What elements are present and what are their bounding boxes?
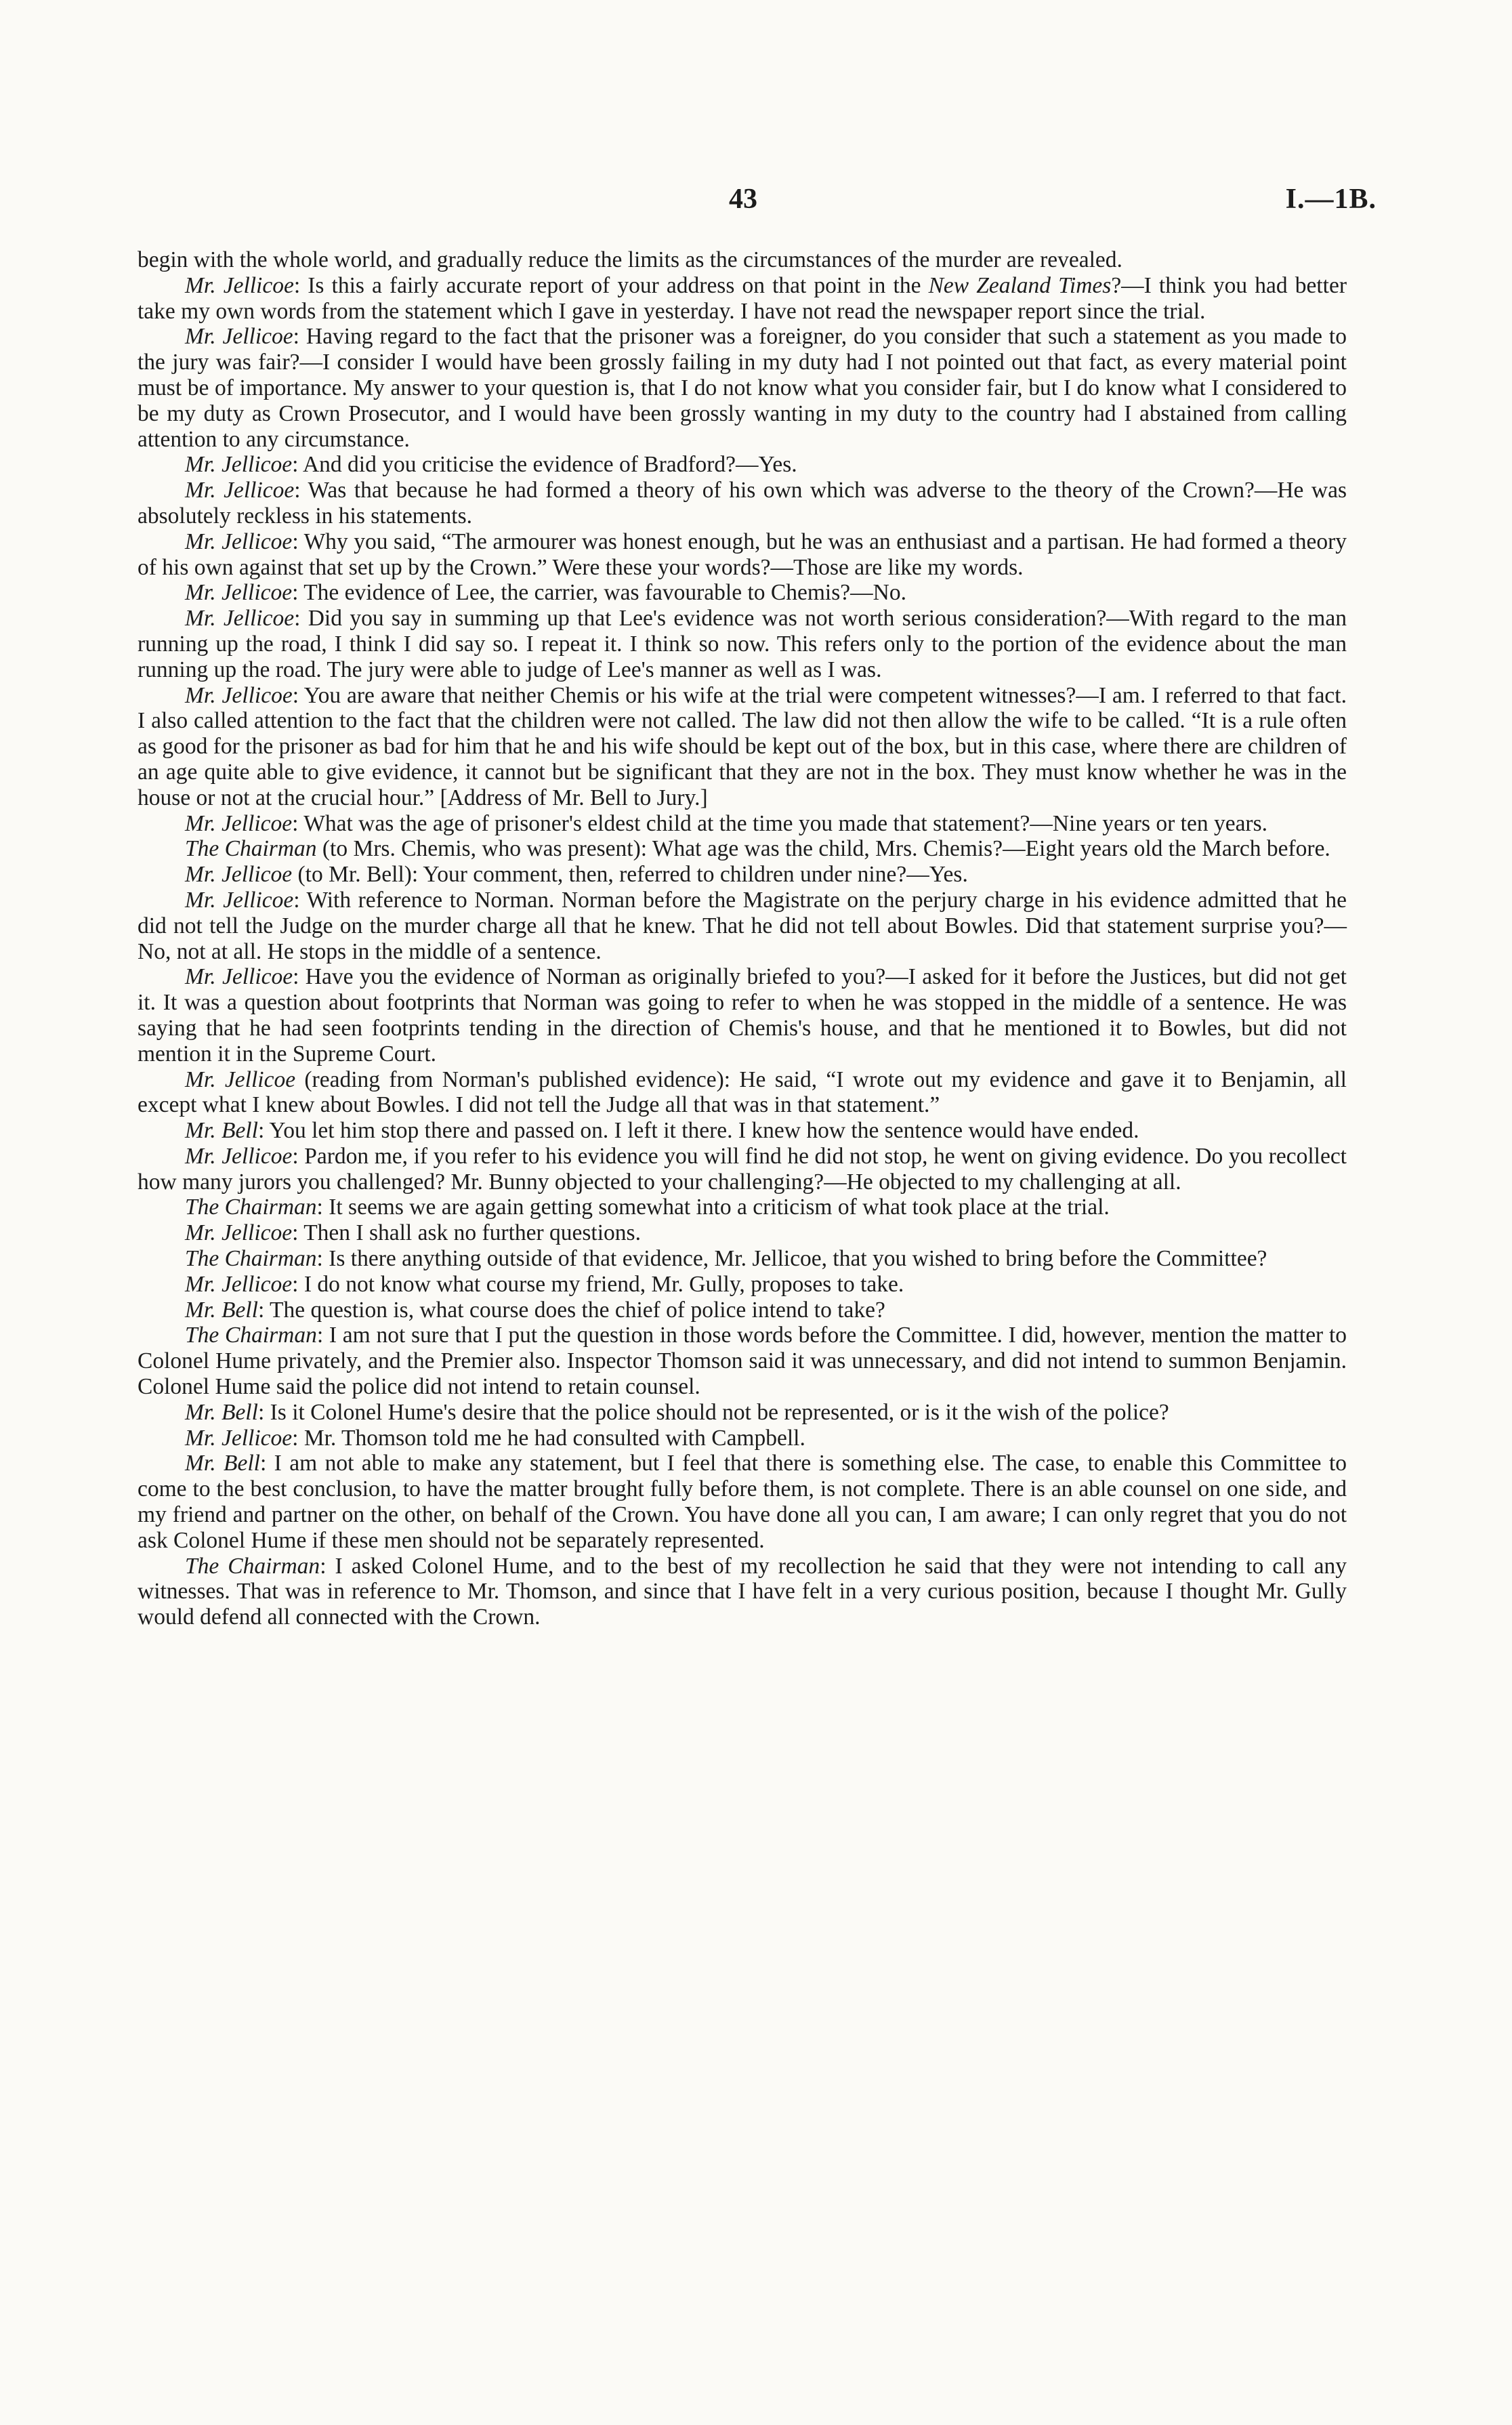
speaker-name: The Chairman <box>185 836 317 862</box>
page-number: 43 <box>729 184 757 215</box>
transcript-paragraph <box>138 324 1347 452</box>
paragraph-text: : I am not sure that I put the question in those words before the Committee. I did, however, mention the matter to Colonel Hume privately, and the Premier also. Inspector Thomson said it was unnecessary, and did not intend to summon Benjamin. Colonel Hume said the police did not intend to retain counsel. <box>138 1323 1347 1400</box>
transcript-paragraph <box>138 1220 1347 1246</box>
paragraph-text: : Is this a fairly accurate report of your address on that point in the New Zealand Times?—I think you had better take my own words from the statement which I gave in yesterday. I have not read the newspaper report since the trial. <box>138 272 1347 324</box>
page-header <box>0 183 1512 224</box>
transcript-paragraph <box>138 1144 1347 1195</box>
speaker-name: Mr. Jellicoe <box>185 528 293 554</box>
speaker-name: Mr. Bell <box>185 1118 258 1144</box>
speaker-name: Mr. Jellicoe <box>185 272 294 298</box>
paragraph-text: : With reference to Norman. Norman before the Magistrate on the perjury charge in his evidence admitted that he did not tell the Judge on the murder charge all that he knew. That he did not tell about Bowles. Did that statement surprise you?—No, not at all. He stops in the middle of a sentence. <box>138 887 1347 964</box>
transcript-paragraph <box>138 1451 1347 1553</box>
paragraph-text: : I am not able to make any statement, but I feel that there is something else. The case, to enable this Committee to come to the best conclusion, to have the matter brought fully before them, is not complete. There is an able counsel on one side, and my friend and partner on the other, on behalf of the Crown. You have done all you can, I am aware; I can only regret that you do not ask Colonel Hume if these men should not be separately represented. <box>138 1451 1347 1553</box>
transcript-paragraph <box>138 1323 1347 1399</box>
paragraph-text: : Is it Colonel Hume's desire that the police should not be represented, or is it the wish of the police? <box>257 1399 1169 1425</box>
paragraph-text: : I do not know what course my friend, Mr. Gully, proposes to take. <box>292 1271 904 1297</box>
paragraph-text: : Pardon me, if you refer to his evidence you will find he did not stop, he went on giving evidence. Do you recollect how many jurors you challenged? Mr. Bunny objected to your challenging?—He objected to my challenging at all. <box>138 1143 1347 1195</box>
paragraph-text: : Having regard to the fact that the prisoner was a foreigner, do you consider that such a statement as you made to the jury was fair?—I consider I would have been grossly failing in my duty had I not pointed out that fact, as every material point must be of importance. My answer to your question is, that I do not know what you consider fair, but I do know what I considered to be my duty as Crown Prosecutor, and I would have been grossly wanting in my duty to the country had I abstained from calling attention to any circumstance. <box>138 324 1347 452</box>
speaker-name: Mr. Bell <box>185 1297 258 1323</box>
transcript-paragraph <box>138 478 1347 529</box>
speaker-name: Mr. Jellicoe <box>185 1066 296 1092</box>
transcript-paragraph <box>138 862 1347 888</box>
transcript-paragraph <box>138 1400 1347 1426</box>
paragraph-text: : And did you criticise the evidence of Bradford?—Yes. <box>292 452 797 478</box>
transcript-paragraph <box>138 529 1347 581</box>
transcript-paragraph <box>138 1067 1347 1119</box>
paragraph-text: : I asked Colonel Hume, and to the best of my recollection he said that they were not intending to call any witnesses. That was in reference to Mr. Thomson, and since that I have felt in a very curious position, because I thought Mr. Gully would defend all connected with the Crown. <box>138 1553 1347 1630</box>
transcript-paragraph <box>138 888 1347 964</box>
paragraph-text: : The question is, what course does the chief of police intend to take? <box>257 1297 885 1323</box>
paragraph-text: begin with the whole world, and gradually reduce the limits as the circumstances of the murder are revealed. <box>138 247 1122 272</box>
speaker-name: Mr. Bell <box>185 1399 258 1425</box>
transcript-paragraph <box>138 452 1347 478</box>
speaker-name: Mr. Jellicoe <box>185 1220 293 1246</box>
paragraph-text: : The evidence of Lee, the carrier, was favourable to Chemis?—No. <box>292 580 906 606</box>
transcript-paragraph <box>138 273 1347 325</box>
transcript-paragraph <box>138 580 1347 606</box>
paragraph-text: : It seems we are again getting somewhat into a criticism of what took place at the trial. <box>316 1195 1110 1220</box>
paragraph-text: (reading from Norman's published evidence): He said, “I wrote out my evidence and gave it to Benjamin, all except what I knew about Bowles. I did not tell the Judge all that was in that statement.” <box>138 1066 1347 1118</box>
transcript-paragraph <box>138 606 1347 682</box>
transcript-paragraph <box>138 1118 1347 1144</box>
speaker-name: Mr. Jellicoe <box>185 1271 293 1297</box>
transcript-paragraph <box>138 1298 1347 1323</box>
transcript-paragraph <box>138 1426 1347 1451</box>
paragraph-text: : Then I shall ask no further questions. <box>292 1220 641 1246</box>
speaker-name: Mr. Jellicoe <box>185 452 293 478</box>
paragraph-text: : You are aware that neither Chemis or his wife at the trial were competent witnesses?—I am. I referred to that fact. I also called attention to the fact that the children were not called. The law did not then allow the wife to be called. “It is a rule often as good for the prisoner as bad for him that he and his wife should be kept out of the box, but in this case, where there are children of an age quite able to give evidence, it cannot but be significant that they are not in the box. They must know whether he was in the house or not at the crucial hour.” [Address of Mr. Bell to Jury.] <box>138 682 1347 810</box>
transcript-paragraph <box>138 1272 1347 1298</box>
speaker-name: Mr. Jellicoe <box>185 810 293 836</box>
speaker-name: Mr. Jellicoe <box>185 580 293 606</box>
speaker-name: Mr. Jellicoe <box>185 1425 293 1451</box>
speaker-name: Mr. Jellicoe <box>185 478 295 503</box>
paper-reference: I.—1B. <box>1285 184 1377 215</box>
paragraph-text: (to Mrs. Chemis, who was present): What age was the child, Mrs. Chemis?—Eight years old the March before. <box>316 836 1330 862</box>
transcript-paragraph <box>138 683 1347 811</box>
paragraph-text: : Why you said, “The armourer was honest enough, but he was an enthusiast and a partisan. He had formed a theory of his own against that set up by the Crown.” Were these your words?—Those are like my words. <box>138 528 1347 580</box>
transcript-paragraph <box>138 836 1347 862</box>
paragraph-text: (to Mr. Bell): Your comment, then, referred to children under nine?—Yes. <box>292 862 968 888</box>
speaker-name: The Chairman <box>185 1195 317 1220</box>
transcript-paragraph <box>138 1246 1347 1272</box>
speaker-name: Mr. Jellicoe <box>185 862 293 888</box>
speaker-name: The Chairman <box>185 1323 317 1348</box>
transcript-paragraph <box>138 1195 1347 1220</box>
transcript-paragraph <box>138 964 1347 1066</box>
speaker-name: Mr. Jellicoe <box>185 324 293 350</box>
paragraph-text: : You let him stop there and passed on. I left it there. I knew how the sentence would have ended. <box>257 1118 1139 1144</box>
speaker-name: Mr. Jellicoe <box>185 1143 293 1169</box>
paragraph-text: : Have you the evidence of Norman as originally briefed to you?—I asked for it before the Justices, but did not get it. It was a question about footprints that Norman was going to refer to when he was stopped in the middle of a sentence. He was saying that he had seen footprints tending in the direction of Chemis's house, and that he mentioned it to Bowles, but did not mention it in the Supreme Court. <box>138 964 1347 1066</box>
speaker-name: Mr. Jellicoe <box>185 682 293 708</box>
speaker-name: Mr. Jellicoe <box>185 606 295 631</box>
transcript-paragraph <box>138 1554 1347 1630</box>
paragraph-text: : Is there anything outside of that evidence, Mr. Jellicoe, that you wished to bring before the Committee? <box>316 1246 1267 1272</box>
speaker-name: Mr. Jellicoe <box>185 964 293 990</box>
speaker-name: The Chairman <box>185 1553 320 1579</box>
paragraph-text: : Was that because he had formed a theory of his own which was adverse to the theory of the Crown?—He was absolutely reckless in his statements. <box>138 478 1347 528</box>
speaker-name: The Chairman <box>185 1246 317 1272</box>
speaker-name: Mr. Bell <box>185 1451 260 1476</box>
speaker-name: Mr. Jellicoe <box>185 887 294 913</box>
transcript-paragraph <box>138 247 1347 273</box>
paragraph-text: : What was the age of prisoner's eldest child at the time you made that statement?—Nine years or ten years. <box>292 810 1268 836</box>
transcript-body <box>138 247 1347 1630</box>
transcript-paragraph <box>138 811 1347 837</box>
paragraph-text: : Did you say in summing up that Lee's evidence was not worth serious consideration?—With regard to the man running up the road, I think I did say so. I repeat it. I think so now. This refers only to the portion of the evidence about the man running up the road. The jury were able to judge of Lee's manner as well as I was. <box>138 606 1347 682</box>
paragraph-text: : Mr. Thomson told me he had consulted with Campbell. <box>292 1425 805 1451</box>
